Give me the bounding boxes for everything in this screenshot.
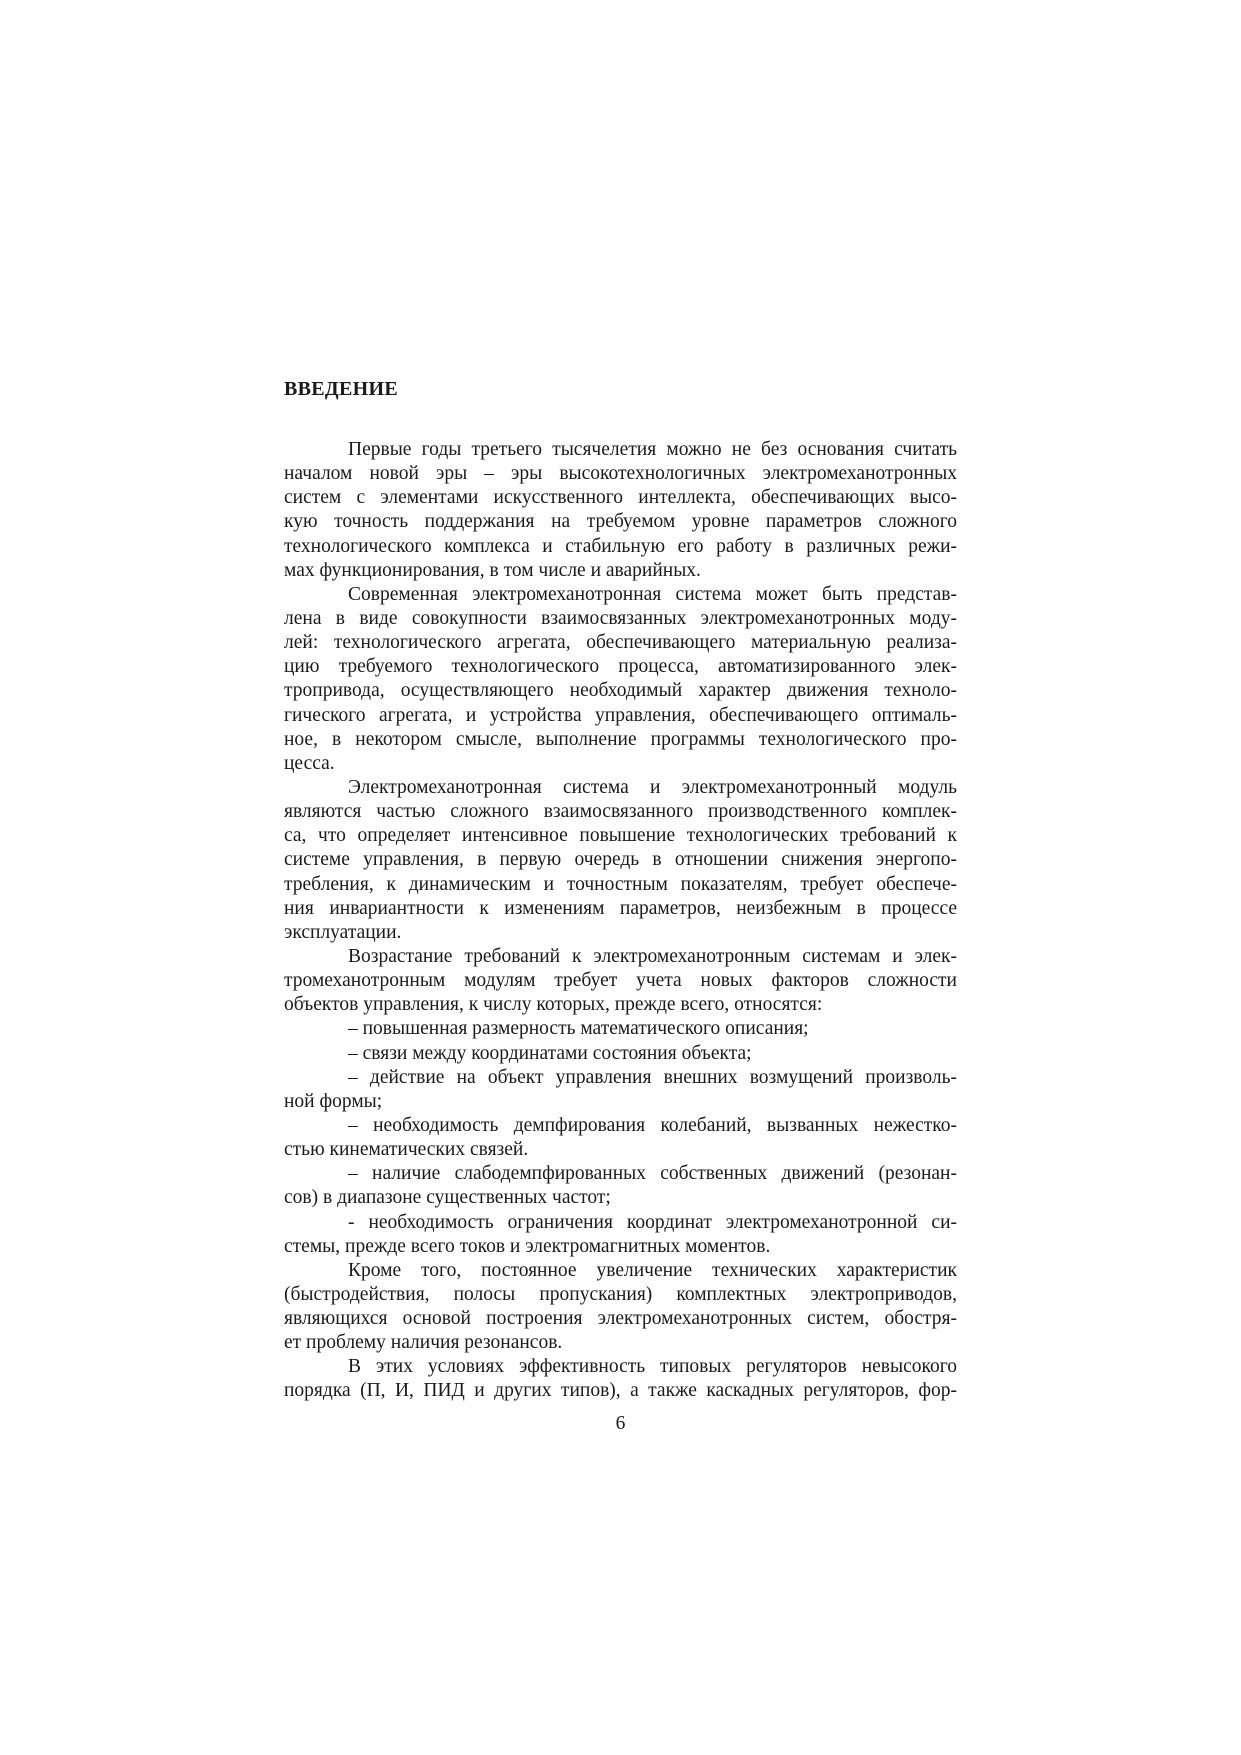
text-line: Первые годы третьего тысячелетия можно не без основания считать	[348, 439, 957, 460]
text-line: лена в виде совокупности взаимосвязанных электромеханотронных моду-	[284, 607, 957, 629]
text-line: цию требуемого технологического процесса, автоматизированного элек-	[284, 656, 957, 678]
text-line: сов) в диапазоне существенных частот;	[284, 1187, 611, 1209]
text-line: Возрастание требований к электромеханотронным системам и элек-	[348, 945, 957, 967]
text-line: - необходимость ограничения координат электромеханотронной си-	[348, 1211, 957, 1233]
text-line: са, что определяет интенсивное повышение технологических требований к	[284, 825, 957, 847]
text-line: началом новой эры – эры высокотехнологичных электромеханотронных	[284, 463, 957, 485]
text-line: Современная электромеханотронная система может быть представ-	[348, 583, 957, 605]
text-line: гического агрегата, и устройства управления, обеспечивающего оптималь-	[284, 704, 957, 726]
text-line: В этих условиях эффективность типовых регуляторов невысокого	[348, 1356, 957, 1378]
text-line: эксплуатации.	[284, 921, 402, 943]
text-line: ния инвариантности к изменениям параметров, неизбежным в процессе	[284, 897, 957, 919]
text-line: стью кинематических связей.	[284, 1139, 529, 1161]
text-line: – связи между координатами состояния объекта;	[348, 1042, 752, 1064]
text-line: (быстродействия, полосы пропускания) комплектных электроприводов,	[284, 1283, 957, 1305]
text-line: ет проблему наличия резонансов.	[284, 1332, 563, 1354]
text-line: Кроме того, постоянное увеличение технических характеристик	[348, 1259, 957, 1281]
text-line: Электромеханотронная система и электромеханотронный модуль	[348, 776, 957, 798]
section-heading: ВВЕДЕНИЕ	[284, 378, 398, 400]
text-line: объектов управления, к числу которых, прежде всего, относятся:	[284, 994, 823, 1016]
text-line: тропривода, осуществляющего необходимый характер движения техноло-	[284, 680, 957, 702]
text-line: – необходимость демпфирования колебаний, вызванных нежестко-	[348, 1114, 957, 1136]
body-text	[284, 438, 957, 1404]
text-line: тромеханотронным модулям требует учета новых факторов сложности	[284, 970, 957, 992]
text-line: технологического комплекса и стабильную его работу в различных режи-	[284, 535, 957, 557]
text-line: порядка (П, И, ПИД и других типов), а также каскадных регуляторов, фор-	[284, 1380, 957, 1402]
text-line: цесса.	[284, 752, 335, 774]
text-line: – наличие слабодемпфированных собственных движений (резонан-	[348, 1163, 957, 1185]
text-line: требления, к динамическим и точностным показателям, требует обеспече-	[284, 873, 957, 895]
text-line: стемы, прежде всего токов и электромагнитных моментов.	[284, 1235, 771, 1257]
text-line: – действие на объект управления внешних возмущений произволь-	[348, 1066, 957, 1088]
text-line: являющихся основой построения электромеханотронных систем, обостря-	[284, 1308, 957, 1330]
text-line: кую точность поддержания на требуемом уровне параметров сложного	[284, 511, 957, 533]
text-line: – повышенная размерность математического описания;	[348, 1018, 809, 1040]
text-line: являются частью сложного взаимосвязанного производственного комплек-	[284, 801, 957, 823]
text-line: ной формы;	[284, 1090, 383, 1112]
page-number: 6	[615, 1413, 626, 1434]
text-line: мах функционирования, в том числе и аварийных.	[284, 559, 701, 581]
text-line: системе управления, в первую очередь в отношении снижения энергопо-	[284, 849, 957, 871]
text-line: лей: технологического агрегата, обеспечивающего материальную реализа-	[284, 632, 957, 654]
text-line: ное, в некотором смысле, выполнение программы технологического про-	[284, 728, 957, 750]
text-line: систем с элементами искусственного интеллекта, обеспечивающих высо-	[284, 487, 957, 509]
